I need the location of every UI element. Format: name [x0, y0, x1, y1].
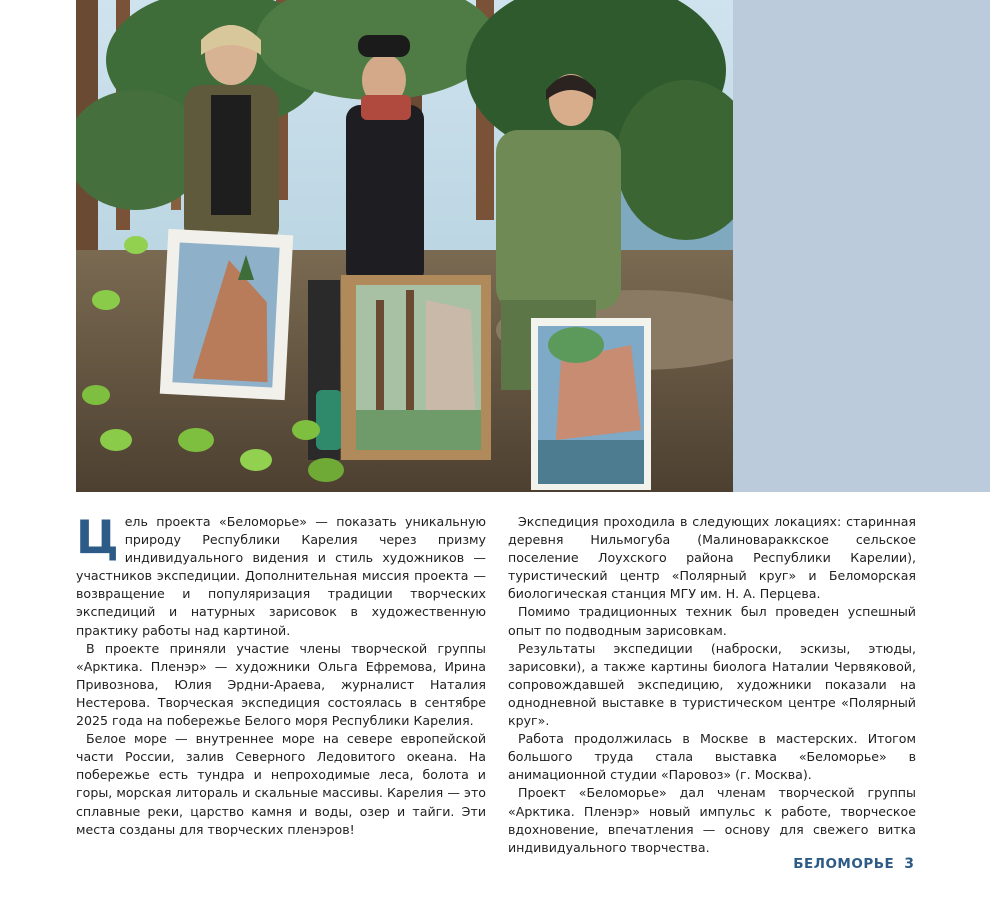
magazine-brand: БЕЛОМОРЬЕ — [793, 856, 895, 872]
article-paragraph: Результаты экспедиции (наброски, эскизы, этюды, зарисовки), а также картины биолога Наталии Червяковой, сопровождавшей экспедицию, художники показали на однодневной выставке в туристическом центре «Полярный круг». — [508, 640, 916, 729]
article-paragraph: Помимо традиционных техник был проведен успешный опыт по подводным зарисовкам. — [508, 604, 916, 638]
page-footer — [793, 856, 914, 872]
article-paragraph: В проекте приняли участие члены творческой группы «Арктика. Пленэр» — художники Ольга Ефремова, Ирина Привознова, Юлия Эрдни-Араева, журналист Наталия Нестерова. Творческая экспедиция состоялась в сентябре 2025 года на побережье Белого моря Республики Карелия. — [76, 640, 486, 729]
article-paragraph: Работа продолжилась в Москве в мастерских. Итогом большого труда стала выставка «Беломорье» в анимационной студии «Паровоз» (г. Москва). — [508, 731, 916, 783]
expedition-photo — [76, 0, 733, 492]
side-color-panel — [733, 0, 990, 492]
article-column-right — [508, 513, 916, 857]
article-column-left — [76, 510, 486, 839]
paragraph-text: ель проекта «Беломорье» — показать уникальную природу Республики Карелия через призму индивидуального видения и стиль художников — участников экспедиции. Дополнительная миссия проекта — возвращение и популяризация традиции творческих экспедиций и натурных зарисовок в художественную практику работы над картиной. — [76, 514, 486, 638]
article-paragraph — [76, 510, 486, 640]
page-number: 3 — [904, 856, 914, 872]
article-paragraph: Белое море — внутреннее море на севере европейской части России, залив Северного Ледовитого океана. На побережье есть тундра и непроходимые леса, болота и горы, морская литораль и скальные массивы. Карелия — это сплавные реки, царство камня и воды, озер и тайги. Эти места созданы для творческих пленэров! — [76, 731, 486, 837]
article-paragraph: Проект «Беломорье» дал членам творческой группы «Арктика. Пленэр» новый импульс к работе, творческое вдохновение, впечатления — основу для свежего витка индивидуального творчества. — [508, 785, 916, 855]
drop-cap: Ц — [76, 510, 119, 564]
article-paragraph: Экспедиция проходила в следующих локациях: старинная деревня Нильмогуба (Малиновараккское сельское поселение Лоухского района Республики Карелии), туристический центр «Полярный круг» и Беломорская биологическая станция МГУ им. Н. А. Перцева. — [508, 514, 916, 602]
